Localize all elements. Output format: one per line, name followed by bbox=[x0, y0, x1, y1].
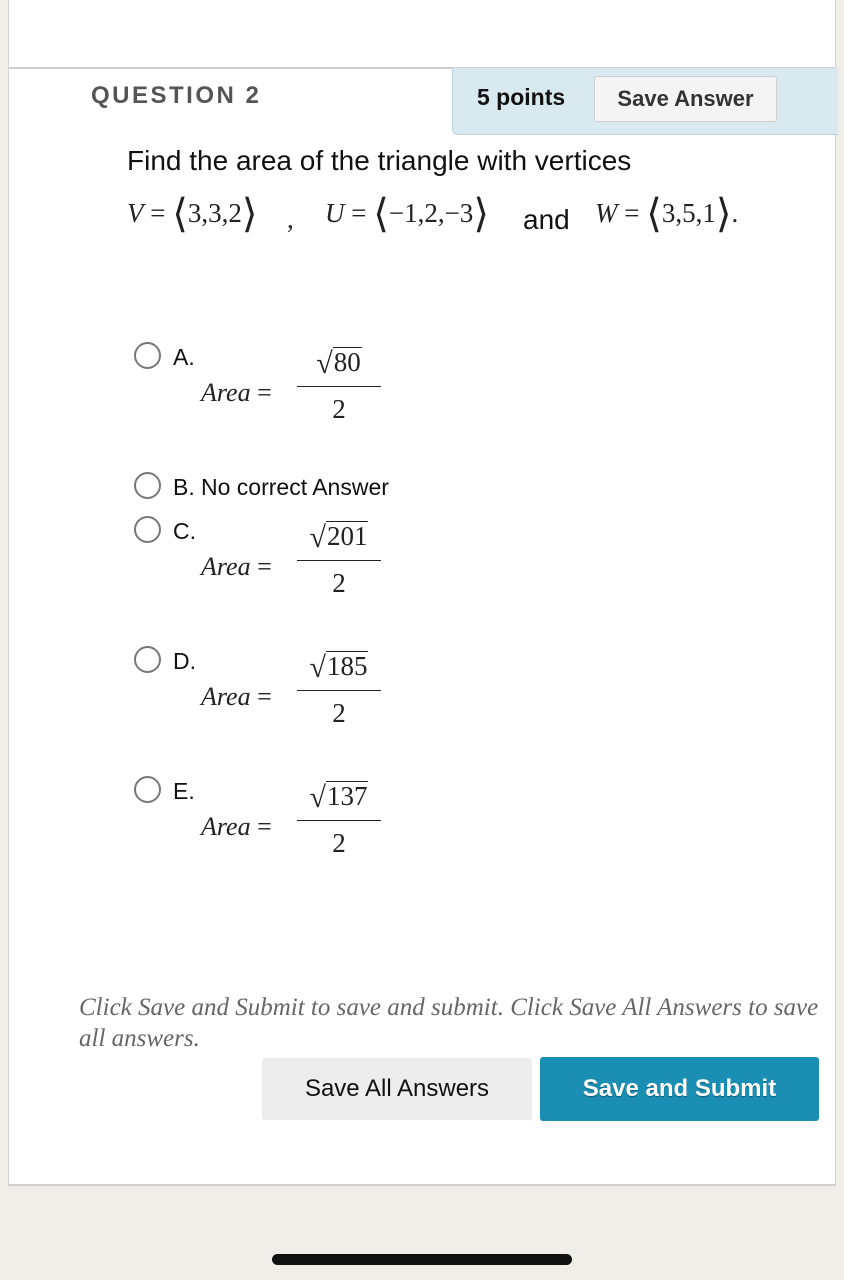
denominator: 2 bbox=[332, 828, 346, 858]
option-a-formula bbox=[201, 342, 421, 452]
save-answer-button[interactable]: Save Answer bbox=[594, 76, 777, 122]
vertices-row bbox=[127, 190, 827, 240]
question-prompt: Find the area of the triangle with vertices bbox=[127, 145, 632, 176]
vertex-coords: −1,2,−3 bbox=[388, 198, 474, 228]
fraction: √185 2 bbox=[297, 646, 381, 731]
formula-lhs: Area = bbox=[201, 378, 272, 407]
denominator: 2 bbox=[332, 698, 346, 728]
fraction: √137 2 bbox=[297, 776, 381, 861]
vertex-coords: 3,5,1 bbox=[661, 198, 716, 228]
vertex-u: U = ⟨−1,2,−3⟩ bbox=[325, 191, 489, 236]
formula-lhs: Area = bbox=[201, 812, 272, 841]
question-label: QUESTION 2 bbox=[91, 82, 262, 109]
option-e-radio[interactable] bbox=[134, 776, 161, 803]
option-e-formula bbox=[201, 776, 421, 886]
and-text: and bbox=[523, 204, 570, 235]
option-c-formula bbox=[201, 516, 421, 626]
option-b-text: No correct Answer bbox=[201, 474, 389, 500]
option-b-letter: B. bbox=[173, 474, 195, 500]
denominator: 2 bbox=[332, 568, 346, 598]
vertex-v: V = ⟨3,3,2⟩ bbox=[127, 191, 258, 236]
radicand: 80 bbox=[333, 347, 361, 377]
vertex-name: V bbox=[127, 198, 144, 228]
submit-instructions: Click Save and Submit to save and submit. Click Save All Answers to save all answers. bbox=[79, 994, 819, 1052]
option-c-letter: C. bbox=[173, 518, 196, 544]
option-d-letter: D. bbox=[173, 648, 196, 674]
option-d-formula bbox=[201, 646, 421, 756]
radicand: 201 bbox=[326, 521, 368, 551]
comma: , bbox=[287, 204, 294, 234]
option-e-letter: E. bbox=[173, 778, 195, 804]
option-a-radio[interactable] bbox=[134, 342, 161, 369]
option-b-radio[interactable] bbox=[134, 472, 161, 499]
vertex-name: W bbox=[595, 198, 618, 228]
save-all-answers-button[interactable]: Save All Answers bbox=[262, 1058, 532, 1120]
radicand: 137 bbox=[326, 781, 368, 811]
save-and-submit-button[interactable]: Save and Submit bbox=[540, 1057, 819, 1121]
vertex-name: U bbox=[325, 198, 345, 228]
radicand: 185 bbox=[326, 651, 368, 681]
formula-lhs: Area = bbox=[201, 552, 272, 581]
vertex-coords: 3,3,2 bbox=[187, 198, 242, 228]
formula-lhs: Area = bbox=[201, 682, 272, 711]
option-c-radio[interactable] bbox=[134, 516, 161, 543]
home-indicator[interactable] bbox=[272, 1254, 572, 1265]
option-a-letter: A. bbox=[173, 344, 195, 370]
points-panel bbox=[452, 68, 838, 135]
fraction: √80 2 bbox=[297, 342, 381, 427]
points-value: 5 points bbox=[477, 84, 566, 110]
fraction: √201 2 bbox=[297, 516, 381, 601]
option-d-radio[interactable] bbox=[134, 646, 161, 673]
denominator: 2 bbox=[332, 394, 346, 424]
vertex-w: W = ⟨3,5,1⟩. bbox=[595, 191, 739, 236]
question-card bbox=[8, 0, 836, 1186]
